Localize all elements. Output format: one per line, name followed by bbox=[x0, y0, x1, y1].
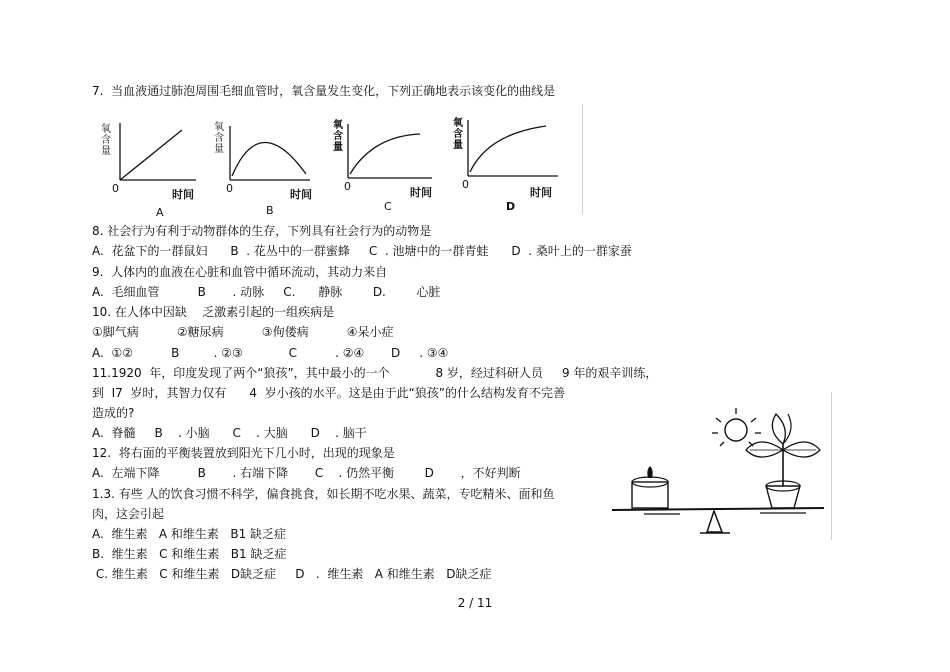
q12-stem: 12. 将右面的平衡装置放到阳光下几小时，出现的现象是 bbox=[92, 446, 395, 460]
graph-d-ylabel: 氧含量 bbox=[453, 118, 463, 151]
q11-options: A. 脊髓 B . 小脑 C . 大脑 D . 脑干 bbox=[92, 426, 367, 440]
figure-divider bbox=[831, 392, 832, 540]
page-number: 2 / 11 bbox=[457, 596, 493, 610]
graph-d-origin: 0 bbox=[462, 178, 469, 191]
balance-illustration bbox=[610, 400, 830, 540]
q11-line2: 到 I7 岁时，其智力仅有 4 岁小孩的水平。这是由于此“狼孩”的什么结构发育不完善 bbox=[92, 386, 566, 400]
graph-a-letter: A bbox=[156, 206, 164, 219]
q8-stem: 8. 社会行为有利于动物群体的生存，下列具有社会行为的动物是 bbox=[92, 224, 432, 238]
potted-plant-icon bbox=[746, 414, 820, 508]
graph-a-ylabel: 氧含量 bbox=[101, 124, 111, 157]
sun-icon bbox=[712, 408, 761, 446]
graph-b-ylabel: 氧含量 bbox=[214, 122, 224, 155]
graph-b-letter: B bbox=[266, 204, 274, 217]
graph-d-xlabel: 时间 bbox=[530, 186, 552, 199]
graph-c-ylabel: 氧含量 bbox=[333, 120, 343, 153]
q13-option-a: A. 维生素 A 和维生素 B1 缺乏症 bbox=[92, 527, 287, 541]
q10-items: ①脚气病 ②糖尿病 ③佝偻病 ④呆小症 bbox=[92, 325, 394, 339]
q9-options: A. 毛细血管 B . 动脉 C. 静脉 D. 心脏 bbox=[92, 285, 441, 299]
weight-container-icon bbox=[632, 466, 668, 508]
q12-options: A. 左端下降 B . 右端下降 C . 仍然平衡 D ，不好判断 bbox=[92, 466, 521, 480]
graph-d-letter: D bbox=[506, 200, 516, 213]
q10-stem: 10. 在人体中因缺 乏激素引起的一组疾病是 bbox=[92, 305, 335, 319]
graph-b-origin: 0 bbox=[226, 182, 233, 195]
q13-line1: 1.3. 有些 人的饮食习惯不科学，偏食挑食，如长期不吃水果、蔬菜，专吃精米、面和鱼 bbox=[92, 487, 555, 501]
q7-stem: 7. 当血液通过肺泡周围毛细血管时，氧含量发生变化，下列正确地表示该变化的曲线是 bbox=[92, 84, 556, 98]
graph-c-xlabel: 时间 bbox=[410, 186, 432, 199]
q13-option-cd: C. 维生素 C 和维生素 D缺乏症 D . 维生素 A 和维生素 D缺乏症 bbox=[92, 567, 492, 581]
q11-line1: 11.1920 年，印度发现了两个“狼孩”，其中最小的一个 8 岁，经过科研人员 9 年的艰辛训练， bbox=[92, 366, 658, 380]
graph-b-xlabel: 时间 bbox=[290, 188, 312, 201]
graph-a-origin: 0 bbox=[112, 182, 119, 195]
graph-c-letter: C bbox=[384, 200, 392, 213]
q8-options: A. 花盆下的一群鼠妇 B . 花丛中的一群蜜蜂 C . 池塘中的一群青蛙 D . 桑叶上的一群家蚕 bbox=[92, 244, 632, 258]
q13-option-b: B. 维生素 C 和维生素 B1 缺乏症 bbox=[92, 547, 287, 561]
q13-line2: 肉，这会引起 bbox=[92, 507, 165, 521]
q11-line3: 造成的? bbox=[92, 406, 135, 420]
q10-options: A. ①② B . ②③ C . ②④ D . ③④ bbox=[92, 346, 449, 360]
q9-stem: 9. 人体内的血液在心脏和血管中循环流动，其动力来自 bbox=[92, 265, 388, 279]
graph-a-xlabel: 时间 bbox=[172, 188, 194, 201]
graph-c-origin: 0 bbox=[344, 180, 351, 193]
graph-panel-divider bbox=[582, 104, 583, 214]
